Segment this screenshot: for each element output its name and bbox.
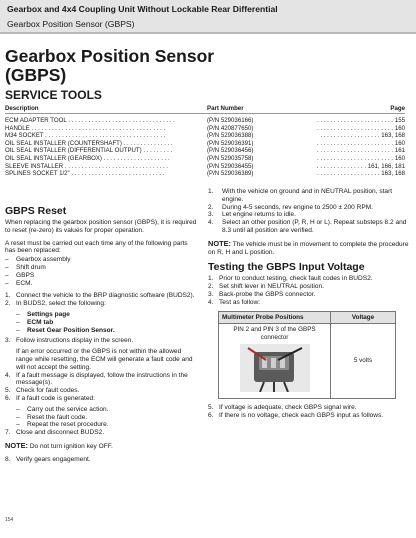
header-chapter-title: Gearbox and 4x4 Coupling Unit Without Lockable Rear Differential [7, 4, 278, 14]
page-title [5, 47, 214, 85]
list-item: – Gearbox assembly [5, 256, 71, 264]
tool-part-number: (P/N 529036388) [207, 132, 254, 140]
substep: 4. Select an other position (P, R, H or L). Repeat substeps 8.2 and 8.3 until all position are verified. [208, 219, 407, 234]
list-item: – GBPS [5, 271, 35, 279]
gbps-reset-heading: GBPS Reset [5, 205, 67, 217]
note-label: NOTE: [208, 238, 231, 248]
step-3-note: If an error occurred or the GBPS is not within the allowed range while resetting, the ECM will generate a fault code and will not accept the setting. [16, 348, 193, 371]
tool-description: HANDLE . . . . . . . . . . . . . . . . . . . . . . . . . . . . . . . . . . . . . . . . [5, 124, 166, 132]
tool-page-ref: . . . . . . . . . . . . . . . . . . 163, 168 [320, 132, 405, 140]
tool-part-number: (P/N 529035758) [207, 154, 254, 162]
probe-position-cell: PIN 2 and PIN 3 of the GBPS connector [233, 326, 316, 342]
tool-part-number: (P/N 420877650) [207, 124, 254, 132]
description-column-header: Description [5, 105, 39, 112]
tool-page-ref: . . . . . . . . . . . . . . . . . . . . . . . 160 [316, 139, 405, 147]
tool-page-ref: . . . . . . . . . . . . . . . 161, 166, 181 [316, 162, 405, 170]
service-tool-row [5, 140, 405, 148]
testing-heading: Testing the GBPS Input Voltage [208, 261, 365, 274]
list-item: – Settings page [16, 310, 70, 318]
service-tool-row [5, 155, 405, 163]
tool-description: OIL SEAL INSTALLER (DIFFERENTIAL OUTPUT) . . . . . . . . . [5, 147, 173, 155]
multimeter-table-header [219, 312, 395, 325]
tool-part-number: (P/N 529036389) [207, 170, 254, 178]
note: NOTE: Do not turn ignition key OFF. [5, 440, 113, 450]
reset-intro-paragraph: When replacing the gearbox position sensor (GBPS), it is required to reset (re-zero) its values for proper operation. [5, 219, 197, 234]
reset-condition-paragraph: A reset must be carried out each time any of the following parts has been replaced: [5, 239, 188, 255]
service-tool-row [5, 132, 405, 140]
part-number-column-header: Part Number [207, 105, 244, 112]
tool-part-number: (P/N 529036166) [207, 117, 254, 124]
list-item: – Repeat the reset procedure. [16, 421, 109, 429]
page-column-header: Page [390, 105, 405, 112]
test-step: 4. Test as follow: [208, 298, 261, 306]
list-item: – ECM. [5, 279, 33, 287]
list-item: – ECM tab [16, 318, 54, 326]
test-step: 1. Prior to conduct testing, check fault codes in BUDS2. [208, 275, 373, 283]
list-item: – Reset Gear Position Sensor. [16, 326, 115, 334]
gbps-connector-photo [240, 344, 310, 392]
tool-page-ref: . . . . . . . . . . . . . . . . . . . . . . . 155 [316, 117, 405, 124]
tool-description: M34 SOCKET . . . . . . . . . . . . . . . . . . . . . . . . . . . . . . . . . . . . [5, 132, 166, 140]
list-item: – Shift drum [5, 263, 46, 271]
header-section-title: Gearbox Position Sensor (GBPS) [7, 19, 135, 29]
tool-description: SLEEVE INSTALLER . . . . . . . . . . . . . . . . . . . . . . . . . . . . . . . [5, 162, 169, 170]
voltage-header: Voltage [351, 313, 375, 321]
service-tools-table [5, 105, 405, 178]
test-step: 6. If there is no voltage, check each GBPS input as follows. [208, 412, 384, 420]
service-tool-row [5, 147, 405, 155]
probe-positions-header: Multimeter Probe Positions [219, 312, 331, 324]
page-title-line-1: Gearbox Position Sensor [5, 46, 215, 66]
multimeter-table-row [219, 324, 395, 398]
service-tools-heading: SERVICE TOOLS [5, 88, 102, 102]
list-item: – Reset the fault code. [16, 413, 88, 421]
page-number: 154 [5, 517, 14, 523]
tool-part-number: (P/N 529036391) [207, 139, 254, 147]
service-tool-row [5, 125, 405, 133]
note-label: NOTE: [5, 440, 28, 450]
step-3: 3. Follow instructions display in the screen. [5, 337, 134, 345]
tool-page-ref: . . . . . . . . . . . . . . . . . . . . . . . 160 [316, 154, 405, 162]
step-4: 4. If a fault message is displayed, follow the instructions in the message(s). [5, 371, 188, 387]
service-tool-row [5, 163, 405, 171]
right-column [208, 188, 411, 420]
tool-description: SPLINES SOCKET 1/2" . . . . . . . . . . . . . . . . . . . . . . . . . . . . [5, 170, 165, 178]
page-title-line-2: (GBPS) [5, 65, 67, 85]
list-item: – Carry out the service action. [16, 405, 109, 413]
tool-part-number: (P/N 529036456) [207, 147, 254, 155]
multimeter-table [218, 311, 396, 400]
substep: 3. Let engine returns to idle. [208, 211, 296, 219]
test-step: 5. If voltage is adequate, check GBPS signal wire. [208, 404, 357, 412]
step-7: 7. Close and disconnect BUDS2. [5, 429, 105, 437]
voltage-cell: 5 volts [353, 357, 373, 365]
gbps-reset-section [5, 205, 199, 464]
service-tool-row [5, 170, 405, 178]
tool-description: OIL SEAL INSTALLER (COUNTERSHAFT) . . . . . . . . . . . . . . . [5, 139, 173, 147]
step-5: 5. Check for fault codes. [5, 387, 80, 395]
step-8: 8. Verify gears engagement. [5, 455, 91, 463]
test-step: 3. Back-probe the GBPS connector. [208, 290, 316, 298]
tool-part-number: (P/N 529036455) [207, 162, 254, 170]
step-1: 1. Connect the vehicle to the BRP diagnostic software (BUDS2). [5, 292, 195, 300]
service-tool-row [5, 117, 405, 125]
running-header [0, 0, 416, 34]
tool-description: ECM ADAPTER TOOL . . . . . . . . . . . . . . . . . . . . . . . . . . . . . . . . [5, 117, 175, 124]
test-step: 2. Set shift lever in NEUTRAL position. [208, 283, 324, 291]
note: NOTE: The vehicle must be in movement to complete the procedure on R, H and L position. [208, 238, 409, 256]
step-6: 6. If a fault code is generated: [5, 394, 95, 402]
tool-page-ref: . . . . . . . . . . . . . . . . . . . 163, 168 [316, 170, 405, 178]
substep: 1. With the vehicle on ground and in NEUTRAL position, start engine. [208, 188, 393, 203]
substep: 2. During 4-5 seconds, rev engine to 2500 ± 200 RPM. [208, 203, 373, 211]
service-tools-header-row [5, 105, 405, 114]
tool-page-ref: . . . . . . . . . . . . . . . . . . . . . . . 160 [316, 124, 405, 132]
tool-page-ref: . . . . . . . . . . . . . . . . . . . . . . . 161 [316, 147, 405, 155]
step-2: 2. In BUDS2, select the following: [5, 300, 106, 308]
tool-description: OIL SEAL INSTALLER (GEARBOX) . . . . . . . . . . . . . . . . . . . . [5, 154, 170, 162]
